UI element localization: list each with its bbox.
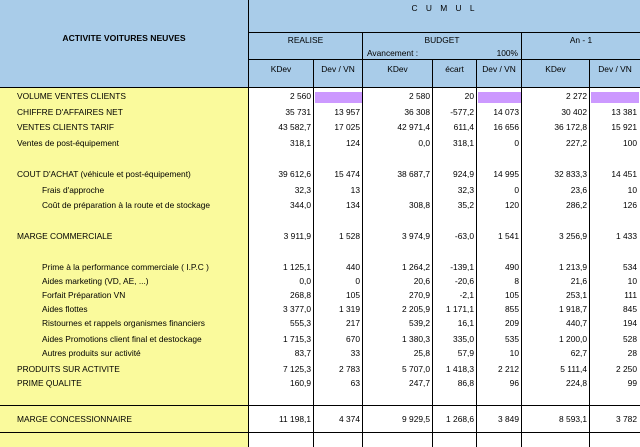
cell-budget-ecart[interactable]: -20,6 [454,276,474,286]
cell-realise-kdev[interactable]: 3 911,9 [283,231,311,241]
row-label[interactable]: PRODUITS SUR ACTIVITE [17,364,120,374]
cell-budget-kdev[interactable]: 20,6 [413,276,430,286]
subheader-label: écart [445,64,464,74]
cell-budget-kdev[interactable]: 38 687,7 [397,169,430,179]
cell-budget-dev-vn[interactable]: 96 [509,378,519,388]
cell-realise-dev-vn[interactable]: 124 [346,138,360,148]
cell-budget-dev-vn[interactable]: 14 073 [493,107,519,117]
cell-an1-dev-vn[interactable]: 126 [623,200,637,210]
cell-an1-kdev[interactable]: 224,8 [566,378,587,388]
subheader-label: KDev [387,64,408,74]
cell-budget-kdev[interactable]: 1 380,3 [402,334,430,344]
avancement-label: Avancement : [367,48,419,58]
group-realise[interactable] [249,33,363,60]
cell-budget-dev-vn[interactable]: 1 541 [498,231,519,241]
cell-realise-kdev[interactable]: 318,1 [290,138,311,148]
row-label[interactable]: VOLUME VENTES CLIENTS [17,91,126,101]
cell-an1-dev-vn[interactable]: 100 [623,138,637,148]
row-label[interactable]: Aides flottes [42,304,88,314]
cell-an1-kdev[interactable]: 32 833,3 [554,169,587,179]
cell-an1-dev-vn[interactable]: 1 433 [616,231,637,241]
cell-realise-dev-vn[interactable]: 17 025 [334,122,360,132]
cell-realise-dev-vn[interactable]: 15 474 [334,169,360,179]
cell-budget-ecart[interactable]: 20 [464,91,474,101]
row-label[interactable]: Forfait Préparation VN [42,290,126,300]
cell-an1-kdev[interactable]: 286,2 [566,200,587,210]
cell-budget-dev-vn[interactable]: 490 [505,262,519,272]
cell-realise-dev-vn[interactable]: 440 [346,262,360,272]
cell-budget-dev-vn[interactable]: 535 [505,334,519,344]
row-label[interactable]: MARGE CONCESSIONNAIRE [17,414,132,424]
cell-realise-kdev[interactable]: 555,3 [290,318,311,328]
cell-budget-kdev[interactable]: 42 971,4 [397,122,430,132]
cell-realise-kdev[interactable]: 35 731 [285,107,311,117]
cell-budget-ecart[interactable]: 32,3 [457,185,474,195]
cell-an1-kdev[interactable]: 2 272 [566,91,587,101]
cell-an1-kdev[interactable]: 1 213,9 [559,262,587,272]
total-rule [0,432,640,433]
highlight-cell[interactable] [478,92,521,103]
cell-budget-kdev[interactable]: 9 929,5 [402,414,430,424]
cell-an1-dev-vn[interactable]: 28 [627,348,637,358]
cell-budget-ecart[interactable]: 1 418,3 [446,364,474,374]
group-realise-label: REALISE [287,35,324,45]
avancement-value: 100% [496,48,518,58]
cell-an1-dev-vn[interactable]: 10 [627,185,637,195]
highlight-cell[interactable] [315,92,362,103]
cell-budget-dev-vn[interactable]: 16 656 [493,122,519,132]
cell-budget-kdev[interactable]: 25,8 [413,348,430,358]
cell-an1-dev-vn[interactable]: 99 [627,378,637,388]
cell-budget-dev-vn[interactable]: 120 [505,200,519,210]
cell-realise-kdev[interactable]: 160,9 [290,378,311,388]
cell-budget-dev-vn[interactable]: 14 995 [493,169,519,179]
row-label[interactable]: Ventes de post-équipement [17,138,119,148]
cell-budget-dev-vn[interactable]: 209 [505,318,519,328]
highlight-cell[interactable] [591,92,639,103]
cell-realise-dev-vn[interactable]: 670 [346,334,360,344]
cell-budget-ecart[interactable]: 611,4 [453,122,474,132]
cell-an1-kdev[interactable]: 3 256,9 [559,231,587,241]
cell-budget-dev-vn[interactable]: 10 [509,348,519,358]
cell-an1-dev-vn[interactable]: 194 [623,318,637,328]
cell-budget-ecart[interactable]: 924,9 [453,169,474,179]
row-label[interactable]: Aides marketing (VD, AE, ...) [42,276,149,286]
cell-an1-kdev[interactable]: 62,7 [570,348,587,358]
subheader-label: KDev [270,64,292,74]
cell-budget-dev-vn[interactable]: 855 [505,304,519,314]
group-budget-label: BUDGET [424,35,460,45]
subheader-budget-kdev[interactable] [363,60,433,88]
cell-realise-dev-vn[interactable]: 105 [346,290,360,300]
cell-an1-dev-vn[interactable]: 13 381 [611,107,637,117]
cell-budget-ecart[interactable]: 318,1 [453,138,474,148]
cell-an1-kdev[interactable]: 227,2 [566,138,587,148]
cell-budget-kdev[interactable]: 247,7 [409,378,430,388]
cell-budget-dev-vn[interactable]: 0 [514,138,519,148]
cell-realise-kdev[interactable]: 1 715,3 [283,334,311,344]
cell-budget-kdev[interactable]: 0,0 [418,138,430,148]
subheader-label: KDev [545,64,566,74]
cell-an1-kdev[interactable]: 1 200,0 [559,334,587,344]
row-label[interactable]: Frais d'approche [42,185,105,195]
cell-budget-kdev[interactable]: 2 580 [409,91,430,101]
cell-realise-kdev[interactable]: 39 612,6 [278,169,311,179]
cell-realise-kdev[interactable]: 0,0 [299,276,311,286]
cell-budget-ecart[interactable]: 16,1 [457,318,474,328]
cell-an1-dev-vn[interactable]: 15 921 [611,122,637,132]
cell-an1-kdev[interactable]: 440,7 [566,318,587,328]
cell-budget-dev-vn[interactable]: 105 [505,290,519,300]
cell-realise-dev-vn[interactable]: 2 783 [339,364,360,374]
subheader-realise-dev-vn[interactable] [314,60,363,88]
cell-realise-dev-vn[interactable]: 33 [350,348,360,358]
row-label[interactable]: VENTES CLIENTS TARIF [17,122,114,132]
cell-budget-ecart[interactable]: -577,2 [450,107,474,117]
row-label[interactable]: Aides Promotions client final et destockage [42,334,202,344]
cell-realise-dev-vn[interactable]: 217 [346,318,360,328]
cell-budget-ecart[interactable]: 1 171,1 [446,304,474,314]
cell-an1-kdev[interactable]: 5 111,4 [560,364,587,374]
cell-realise-kdev[interactable]: 83,7 [294,348,311,358]
row-label[interactable]: PRIME QUALITE [17,378,82,388]
cell-realise-kdev[interactable]: 344,0 [290,200,311,210]
cell-an1-dev-vn[interactable]: 3 782 [616,414,637,424]
cell-an1-kdev[interactable]: 8 593,1 [559,414,587,424]
cell-an1-kdev[interactable]: 23,6 [570,185,587,195]
cell-realise-kdev[interactable]: 32,3 [294,185,311,195]
cell-an1-dev-vn[interactable]: 14 451 [611,169,637,179]
cell-budget-dev-vn[interactable]: 0 [514,185,519,195]
cell-realise-kdev[interactable]: 43 582,7 [278,122,311,132]
cell-budget-ecart[interactable]: -2,1 [459,290,474,300]
cell-budget-kdev[interactable]: 2 205,9 [402,304,430,314]
cell-realise-kdev[interactable]: 1 125,1 [283,262,311,272]
cell-budget-ecart[interactable]: -139,1 [450,262,474,272]
cell-budget-dev-vn[interactable]: 3 849 [498,414,519,424]
cumul-header[interactable] [249,0,640,33]
cell-realise-kdev[interactable]: 268,8 [290,290,311,300]
cell-an1-dev-vn[interactable]: 845 [623,304,637,314]
cell-budget-ecart[interactable]: -63,0 [454,231,474,241]
cell-an1-kdev[interactable]: 253,1 [566,290,587,300]
group-budget[interactable] [363,33,522,60]
subheader-label: Dev / VN [482,64,516,74]
cell-realise-dev-vn[interactable]: 1 528 [339,231,360,241]
row-label[interactable]: CHIFFRE D'AFFAIRES NET [17,107,123,117]
cell-budget-dev-vn[interactable]: 2 212 [498,364,519,374]
subheader-an1-kdev[interactable] [522,60,590,88]
cell-an1-dev-vn[interactable]: 111 [624,290,637,300]
cell-budget-kdev[interactable]: 36 308 [404,107,430,117]
subheader-label: Dev / VN [321,64,355,74]
cell-budget-kdev[interactable]: 539,2 [409,318,430,328]
cell-budget-kdev[interactable]: 5 707,0 [402,364,430,374]
cell-budget-ecart[interactable]: 1 268,6 [446,414,474,424]
table-title: ACTIVITE VOITURES NEUVES [62,33,186,43]
cell-realise-dev-vn[interactable]: 13 [350,185,360,195]
cell-budget-kdev[interactable]: 1 264,2 [402,262,430,272]
cell-realise-dev-vn[interactable]: 1 319 [339,304,360,314]
group-an-moins-1[interactable] [522,33,640,60]
cell-realise-dev-vn[interactable]: 13 957 [334,107,360,117]
cell-budget-kdev[interactable]: 3 974,9 [402,231,430,241]
cell-an1-kdev[interactable]: 21,6 [570,276,587,286]
cell-budget-ecart[interactable]: 86,8 [457,378,474,388]
cumul-title: C U M U L [411,3,478,13]
cell-realise-dev-vn[interactable]: 0 [355,276,360,286]
subheader-label: Dev / VN [598,64,632,74]
cell-an1-kdev[interactable]: 1 918,7 [559,304,587,314]
table-title-cell[interactable] [0,0,249,88]
cell-realise-dev-vn[interactable]: 4 374 [339,414,360,424]
cell-budget-kdev[interactable]: 270,9 [409,290,430,300]
cell-an1-dev-vn[interactable]: 10 [627,276,637,286]
cell-budget-ecart[interactable]: 335,0 [453,334,474,344]
subheader-budget-dev-vn[interactable] [477,60,522,88]
subheader-realise-kdev[interactable] [249,60,314,88]
cell-an1-dev-vn[interactable]: 534 [623,262,637,272]
cell-budget-ecart[interactable]: 35,2 [457,200,474,210]
cell-budget-ecart[interactable]: 57,9 [457,348,474,358]
cell-an1-kdev[interactable]: 30 402 [561,107,587,117]
row-label[interactable]: Coût de préparation à la route et de stockage [42,200,211,210]
subheader-an1-dev-vn[interactable] [590,60,640,88]
cell-an1-dev-vn[interactable]: 528 [623,334,637,344]
cell-realise-kdev[interactable]: 11 198,1 [279,414,311,424]
cell-realise-kdev[interactable]: 3 377,0 [283,304,311,314]
cell-an1-kdev[interactable]: 36 172,8 [554,122,587,132]
row-label[interactable]: COUT D'ACHAT (véhicule et post-équipement) [17,169,191,179]
cell-an1-dev-vn[interactable]: 2 250 [616,364,637,374]
subheader-budget-ecart[interactable] [433,60,477,88]
cell-realise-kdev[interactable]: 2 560 [290,91,311,101]
cell-realise-dev-vn[interactable]: 134 [346,200,360,210]
row-label[interactable]: Autres produits sur activité [42,348,141,358]
row-label[interactable]: Prime à la performance commerciale ( I.P.C ) [42,262,209,272]
group-an-moins-1-label: An - 1 [569,35,593,45]
cell-budget-kdev[interactable]: 308,8 [409,200,430,210]
cell-realise-dev-vn[interactable]: 63 [350,378,360,388]
cell-budget-dev-vn[interactable]: 8 [514,276,519,286]
row-label[interactable]: Ristournes et rappels organismes financiers [42,318,205,328]
total-rule [0,405,640,406]
cell-realise-kdev[interactable]: 7 125,3 [283,364,311,374]
row-label[interactable]: MARGE COMMERCIALE [17,231,113,241]
